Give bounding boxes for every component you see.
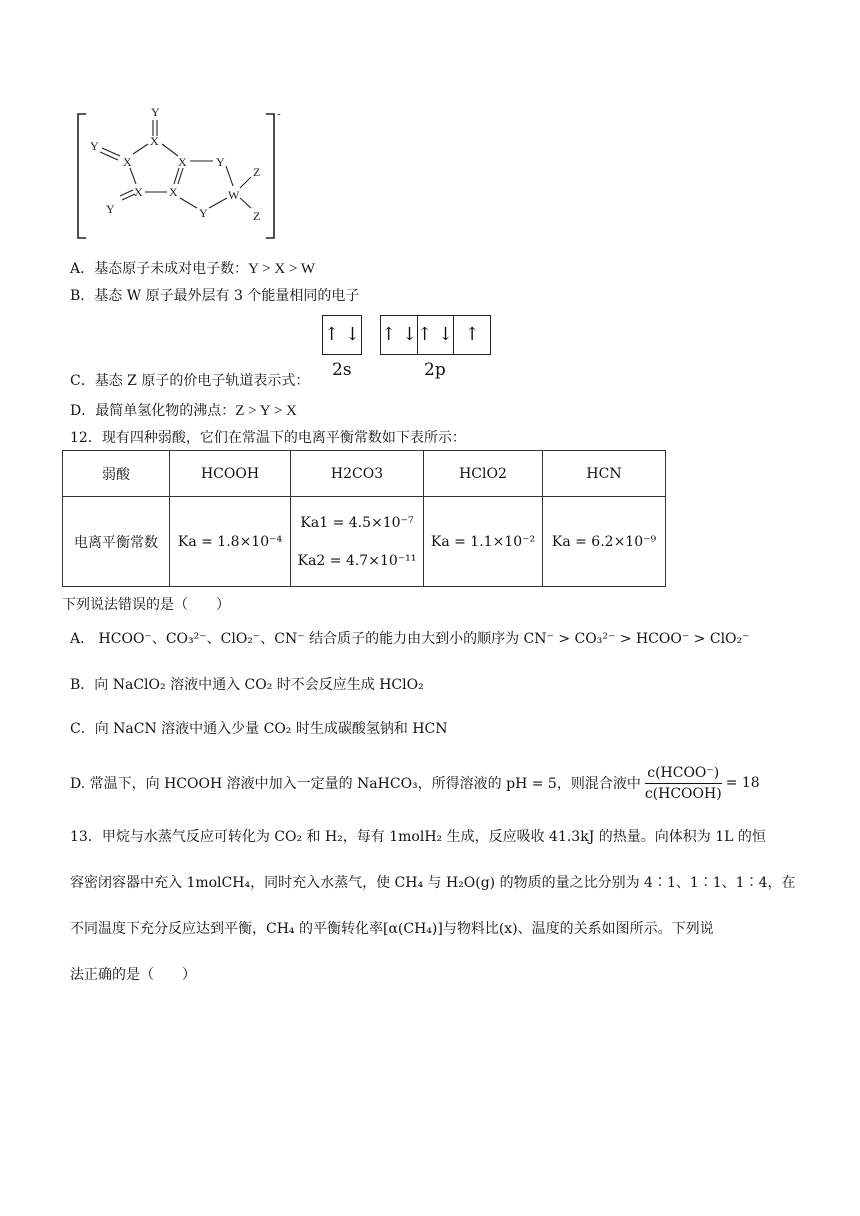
svg-text:X: X bbox=[150, 134, 159, 148]
orbital-2p-label: 2p bbox=[424, 360, 446, 380]
ka-table bbox=[62, 450, 666, 587]
orbital-2p-box: ↑ ↓ bbox=[380, 315, 418, 355]
svg-text:Y: Y bbox=[199, 206, 208, 220]
ion-charge: - bbox=[277, 108, 281, 120]
svg-text:X: X bbox=[178, 155, 187, 169]
orbital-2p-box: ↑ ↓ bbox=[417, 315, 454, 355]
q13-line: 容密闭容器中充入 1molCH₄，同时充入水蒸气，使 CH₄ 与 H₂O(g) 的物质的量之比分别为 4∶1、1∶1、1∶4，在 bbox=[70, 875, 796, 891]
q12-option-d: D. 常温下，向 HCOOH 溶液中加入一定量的 NaHCO₃，所得溶液的 pH = 5，则混合液中 $\frac{\text{c(HCOO⁻)}}{\text{c(HCOOH)}}$ = 18 bbox=[70, 764, 760, 802]
q13-line: 13．甲烷与水蒸气反应可转化为 CO₂ 和 H₂，每有 1molH₂ 生成，反应吸收 41.3kJ 的热量。向体积为 1L 的恒 bbox=[70, 829, 766, 845]
orbital-2s-box: ↑ ↓ bbox=[322, 315, 362, 355]
q11-option-c: C．基态 Z 原子的价电子轨道表示式： bbox=[70, 373, 310, 389]
svg-text:Y: Y bbox=[90, 139, 99, 153]
orbital-2p-box: ↑ bbox=[454, 315, 491, 355]
q11-option-a: A．基态原子未成对电子数：Y > X > W bbox=[70, 261, 316, 277]
concentration-fraction: $\frac{\text{c(HCOO⁻)}}{\text{c(HCOOH)}}$ bbox=[644, 764, 722, 802]
svg-text:X: X bbox=[123, 155, 132, 169]
svg-text:X: X bbox=[169, 185, 178, 199]
svg-text:W: W bbox=[228, 188, 240, 202]
ka-value: Ka1 = 4.5×10⁻⁷ Ka2 = 4.7×10⁻¹¹ bbox=[291, 497, 424, 587]
table-header: 电离平衡常数 bbox=[63, 497, 170, 587]
q13-line: 法正确的是（ ） bbox=[70, 967, 196, 983]
q12-stem: 12．现有四种弱酸，它们在常温下的电离平衡常数如下表所示： bbox=[70, 430, 466, 446]
acid-name: HClO2 bbox=[424, 451, 543, 497]
orbital-2s-label: 2s bbox=[332, 360, 352, 380]
ka-value: Ka = 6.2×10⁻⁹ bbox=[543, 497, 666, 587]
svg-text:Y: Y bbox=[151, 105, 160, 119]
q12-option-a: A． HCOO⁻、CO₃²⁻、ClO₂⁻、CN⁻ 结合质子的能力由大到小的顺序为 CN⁻ > CO₃²⁻ > HCOO⁻ > ClO₂⁻ bbox=[70, 631, 750, 647]
structure-diagram bbox=[70, 100, 300, 245]
svg-text:Y: Y bbox=[216, 155, 225, 169]
svg-text:Y: Y bbox=[106, 202, 115, 216]
q12-question: 下列说法错误的是（ ） bbox=[62, 597, 230, 613]
ka-value: Ka = 1.8×10⁻⁴ bbox=[170, 497, 291, 587]
acid-name: H2CO3 bbox=[291, 451, 424, 497]
svg-text:Z: Z bbox=[253, 209, 261, 223]
acid-name: HCOOH bbox=[170, 451, 291, 497]
q12-option-b: B．向 NaClO₂ 溶液中通入 CO₂ 时不会反应生成 HClO₂ bbox=[70, 677, 424, 693]
q11-option-d: D．最简单氢化物的沸点：Z > Y > X bbox=[70, 403, 297, 419]
q12-option-c: C．向 NaCN 溶液中通入少量 CO₂ 时生成碳酸氢钠和 HCN bbox=[70, 721, 448, 737]
svg-text:Z: Z bbox=[253, 165, 261, 179]
acid-name: HCN bbox=[543, 451, 666, 497]
ka-value: Ka = 1.1×10⁻² bbox=[424, 497, 543, 587]
q11-option-b: B．基态 W 原子最外层有 3 个能量相同的电子 bbox=[70, 288, 360, 304]
q13-line: 不同温度下充分反应达到平衡，CH₄ 的平衡转化率[α(CH₄)]与物料比(x)、温度的关系如图所示。下列说 bbox=[70, 921, 714, 937]
svg-text:X: X bbox=[134, 185, 143, 199]
table-header: 弱酸 bbox=[63, 451, 170, 497]
